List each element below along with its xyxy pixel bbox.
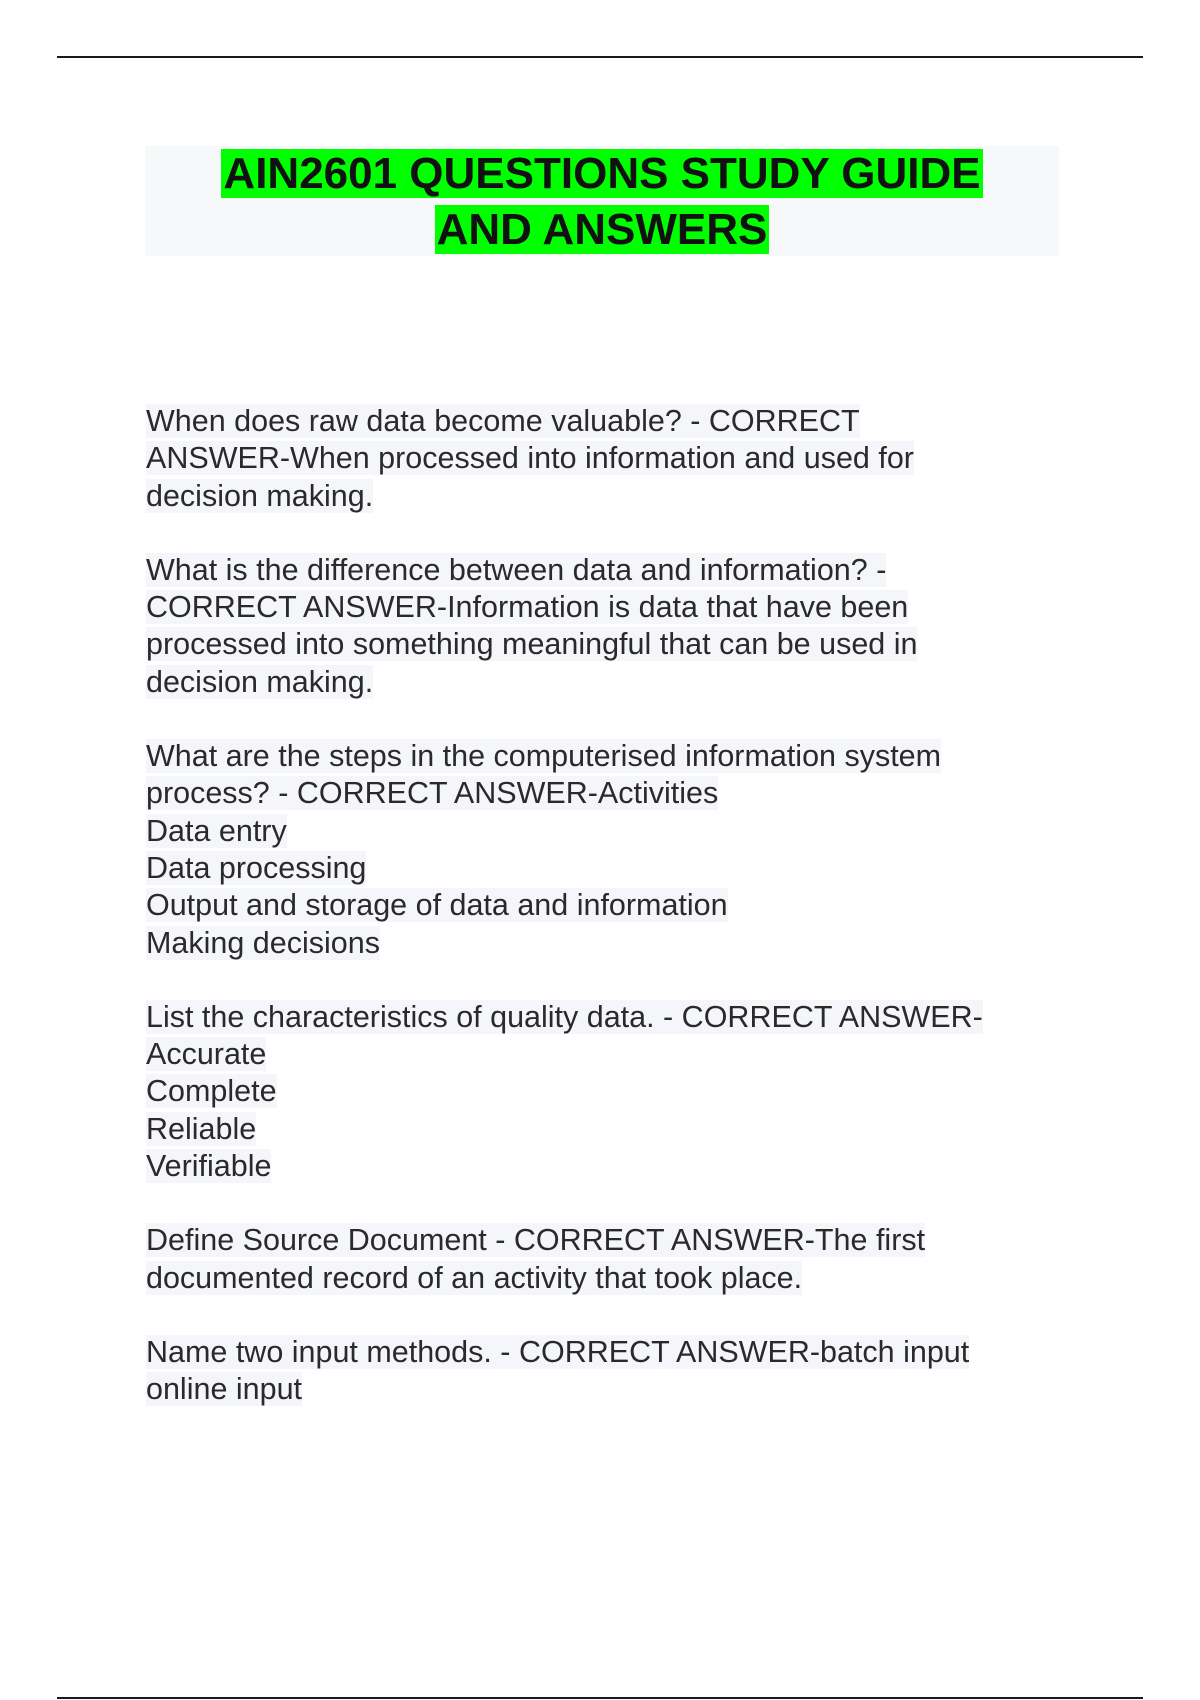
qa-text-line: Name two input methods. - CORRECT ANSWER-batch input [146, 1334, 970, 1369]
qa-item [146, 738, 1046, 962]
qa-text-line: Define Source Document - CORRECT ANSWER-The first [146, 1223, 926, 1258]
qa-item [146, 552, 1046, 701]
footer-rule [57, 1697, 1143, 1699]
qa-text-line: When does raw data become valuable? - CORRECT [146, 404, 860, 438]
qa-text-line: decision making. [146, 664, 374, 699]
qa-text-line: What are the steps in the computerised information system [146, 739, 942, 774]
qa-text-line: processed into something meaningful that can be used in [146, 627, 918, 662]
qa-text-line: ANSWER-When processed into information and used for [146, 441, 914, 476]
qa-item [146, 1334, 1046, 1409]
qa-text-line: CORRECT ANSWER-Information is data that have been [146, 590, 909, 625]
qa-text-line: documented record of an activity that took place. [146, 1260, 803, 1295]
title-line-2: AND ANSWERS [436, 205, 768, 254]
qa-item [146, 999, 1046, 1185]
qa-item [146, 1222, 1046, 1297]
qa-text-line: Verifiable [146, 1149, 272, 1184]
header-rule [57, 56, 1143, 58]
qa-text-line: online input [146, 1372, 303, 1407]
qa-text-line: Data entry [146, 813, 287, 848]
qa-text-line: Complete [146, 1074, 277, 1109]
qa-list [146, 403, 1046, 1446]
qa-text-line: decision making. [146, 478, 374, 513]
qa-text-line: List the characteristics of quality data. - CORRECT ANSWER- [146, 999, 983, 1034]
qa-text-line: Accurate [146, 1037, 267, 1072]
qa-text-line: process? - CORRECT ANSWER-Activities [146, 776, 719, 811]
title-line-1: AIN2601 QUESTIONS STUDY GUIDE [223, 149, 981, 198]
qa-text-line: What is the difference between data and information? - [146, 552, 887, 587]
qa-text-line: Data processing [146, 850, 367, 885]
document-title [145, 146, 1059, 256]
qa-text-line: Reliable [146, 1111, 257, 1146]
qa-text-line: Output and storage of data and information [146, 888, 728, 923]
qa-text-line: Making decisions [146, 925, 380, 960]
qa-item [146, 403, 1046, 515]
